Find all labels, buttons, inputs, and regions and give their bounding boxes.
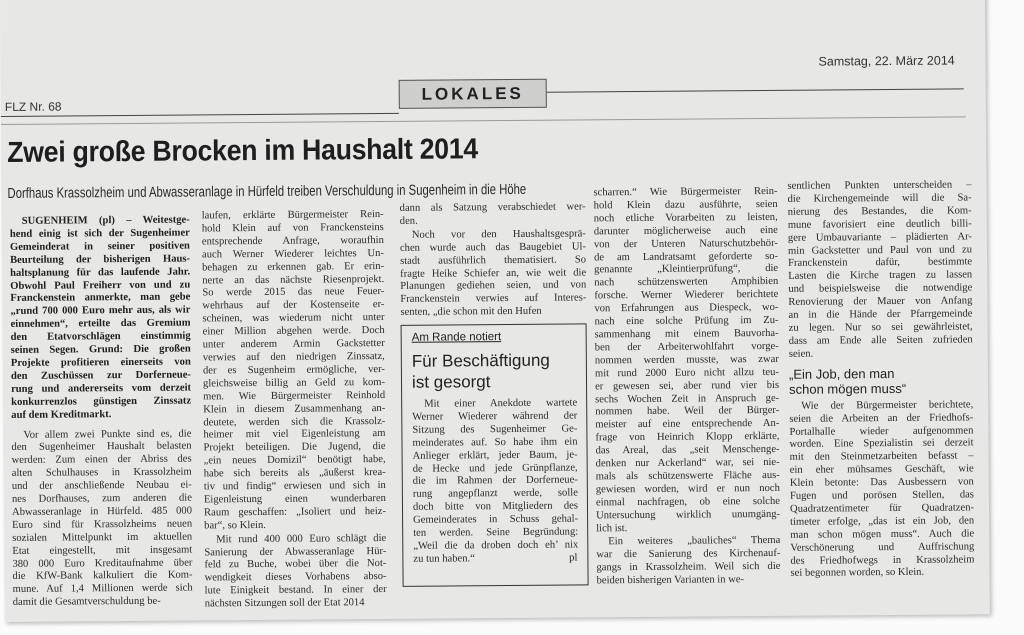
text-line: noch etliche Vorarbeiten zu leisten, bbox=[593, 211, 778, 225]
text-line: beiden bisherigen Varianten in we- bbox=[596, 574, 745, 587]
text-line: lute Einigkeit bestand. In einer der bbox=[204, 584, 387, 597]
text-line: nerte an das nächste Riesenprojekt. bbox=[202, 273, 385, 286]
text-line: frage von Heinrich Klopp erklärte, bbox=[595, 431, 780, 444]
text-line: verwies auf den niedrigen Zinssatz, bbox=[202, 350, 385, 364]
text-line: SUGENHEIM (pl) – Weitestge- bbox=[21, 214, 190, 227]
text-line: Abwasseranlage in Hürfeld. 485 000 bbox=[11, 505, 193, 518]
author-initials: pl bbox=[569, 552, 578, 564]
text-line: und beispielsweise die notwendige bbox=[788, 282, 973, 296]
text-line: nächsten Sitzungen soll der Etat 2014 bbox=[204, 597, 365, 610]
text-line: senten, „die schon mit den Hufen bbox=[400, 306, 542, 319]
text-line: den Zuschüssen zur Dorferneue- bbox=[10, 369, 191, 382]
paragraph bbox=[11, 428, 192, 610]
text-line: Gemeinderates in Schuss gehal- bbox=[413, 513, 579, 526]
text-line: Planungen gediehen seien, und von bbox=[400, 279, 587, 293]
text-line: den. bbox=[399, 215, 418, 227]
text-line: Raum geschaffen: „Isoliert und heiz- bbox=[203, 505, 387, 519]
text-line: von Erfahrungen aus Diespeck, wo- bbox=[594, 302, 779, 315]
text-line: de Hecke und jede Grünpflanze, bbox=[412, 462, 578, 475]
text-line: den Etatvorschlägen einstimmig bbox=[10, 330, 191, 344]
text-line: die KfW-Bank kalkuliert die Kom- bbox=[12, 569, 193, 583]
text-line: mune. Auf 1,4 Millionen werde sich bbox=[12, 582, 193, 596]
text-line: nommen habe. Weil der Bürger- bbox=[595, 405, 780, 418]
side-note-label: Am Rande notiert bbox=[411, 331, 502, 344]
text-line: sammenhang mit einem Bauvorha- bbox=[594, 327, 779, 341]
text-line: seinen Segen. Grund: Die großen bbox=[10, 343, 191, 356]
text-line: habe sich bereits als „äußerst krea- bbox=[203, 467, 386, 480]
subtitle: Dorfhaus Krassolzheim und Abwasseranlage in Hürfeld treiben Verschuldung in Sugenheim in die Höhe bbox=[7, 181, 527, 202]
text-line: war die Sanierung des Kirchenauf- bbox=[596, 548, 781, 561]
text-line: Vor allem zwei Punkte sind es, die bbox=[23, 428, 192, 441]
text-line: auf dem Kreditmarkt. bbox=[11, 408, 112, 421]
header-rule-right bbox=[546, 88, 964, 92]
text-line: Sanierung der Abwasseranlage Hür- bbox=[204, 545, 387, 558]
text-line: Klein in diesem Zusammenhang an- bbox=[203, 402, 386, 416]
text-line: doch bitte von Mitgliedern des bbox=[412, 500, 579, 514]
text-line: Renovierung der Mauer von Anfang bbox=[788, 295, 973, 308]
text-line: Franckenstein anmerkte, man gebe bbox=[10, 291, 191, 305]
paragraph bbox=[593, 186, 780, 536]
article-column-3 bbox=[400, 201, 587, 320]
text-line: „Weil die da droben doch eh’ nix bbox=[413, 539, 579, 552]
text-line: damit die Gesamtverschuldung be- bbox=[12, 596, 161, 609]
text-line: rung und andererseits vom derzeit bbox=[11, 382, 192, 395]
text-line: mals als schützenswerte Fläche aus- bbox=[595, 469, 780, 483]
text-line: gangs in Krassolzheim. Weil sich die bbox=[596, 561, 781, 574]
text-line: wendigkeit dieses Vorhabens abso- bbox=[204, 571, 387, 584]
paragraph bbox=[400, 201, 586, 228]
text-line: entsprechende Anfrage, woraufhin bbox=[201, 234, 384, 248]
text-line: dann als Satzung verabschiedet wer- bbox=[399, 201, 586, 214]
paragraph bbox=[400, 228, 587, 320]
paragraph bbox=[202, 209, 387, 533]
subheading bbox=[789, 365, 973, 396]
text-line: rung angepflanzt werde, solle bbox=[412, 487, 578, 501]
text-line: sozialen Mittelpunkt im aktuellen bbox=[12, 531, 193, 544]
text-line: laufen, erklärte Bürgermeister Rein- bbox=[201, 208, 384, 222]
text-line: konkurrenzlos günstigen Zinssatz bbox=[11, 395, 192, 408]
text-line: Fugen und porösen Stellen, das bbox=[789, 489, 974, 502]
text-line: lich ist. bbox=[596, 522, 628, 534]
text-line: hend einig ist sich der Sugenheimer bbox=[9, 227, 190, 240]
text-line: Ein weiteres „bauliches“ Thema bbox=[608, 535, 781, 548]
text-line: gewiesen worden, wird er nun noch bbox=[595, 482, 780, 496]
text-line: tiv und findig“ erwiesen und sich in bbox=[203, 480, 386, 493]
article-column-1 bbox=[10, 215, 193, 611]
text-line: meinderates auf. So habe ihm ein bbox=[412, 436, 578, 449]
text-line: nach schützenswerten Amphibien bbox=[594, 276, 779, 289]
text-line: timeter erfolge, „das ist ein Job, den bbox=[790, 515, 975, 528]
side-note-title-line: Für Beschäftigung bbox=[411, 350, 550, 371]
text-line: auch Werner Wiederer leichtes Un- bbox=[201, 247, 385, 261]
text-line: werden: Zum einen der Abriss des bbox=[11, 453, 192, 467]
text-line: scharren.“ Wie Bürgermeister Rein- bbox=[593, 185, 778, 199]
text-line: forsche. Werner Wiederer berichtete bbox=[594, 289, 779, 302]
text-line: nommen werden musste, was zwar bbox=[594, 353, 779, 367]
text-line: dass am Ende alle Seiten zufrieden bbox=[788, 334, 973, 347]
text-line: haltsplanung für das laufende Jahr. bbox=[10, 266, 191, 279]
text-line: seien die Arbeiten an der Friedhofs- bbox=[789, 411, 974, 425]
text-line: einmal nachfragen, ob eine solche bbox=[595, 495, 781, 509]
headline: Zwei große Brocken im Haushalt 2014 bbox=[7, 133, 479, 169]
text-line: chen wurde auch das Baugebiet Ul- bbox=[399, 241, 586, 254]
text-line: Mit rund 400 000 Euro schlägt die bbox=[216, 532, 387, 545]
text-line: schon mögen muss“ bbox=[789, 380, 907, 397]
text-line: seien. bbox=[788, 348, 814, 360]
text-line: fragte Heike Schiefer an, wie weit die bbox=[400, 266, 587, 280]
text-line: hold Klein auf von Franckensteins bbox=[201, 221, 384, 235]
text-line: zu legen. Nur so sei gewährleistet, bbox=[788, 321, 973, 334]
text-line: Mit einer Anekdote wartete bbox=[424, 397, 578, 410]
text-line: mit rund 2000 Euro nicht allzu teu- bbox=[594, 366, 779, 380]
text-line: „Ein Job, den man bbox=[788, 365, 895, 382]
header-rule-bottom bbox=[1, 116, 966, 125]
text-line: Lasten die Kirche tragen zu lassen bbox=[788, 269, 973, 283]
text-line: mit den Steinmetzarbeiten befasst – bbox=[789, 450, 974, 464]
text-line: Portalhalle wieder aufgenommen bbox=[789, 424, 974, 438]
text-line: sechs Wochen Zeit in Anspruch ge- bbox=[595, 392, 780, 405]
text-line: feld zu Buche, wobei über die Not- bbox=[204, 558, 387, 571]
text-line: Obwohl Paul Freiherr von und zu bbox=[10, 279, 191, 292]
text-line: Euro sind für Krassolzheims neuen bbox=[12, 518, 193, 531]
text-line: Franckenstein dafür, bestimmte bbox=[788, 256, 973, 270]
text-line: min Gackstetter und Paul von und zu bbox=[787, 243, 973, 257]
text-line: bar“, so Klein. bbox=[204, 519, 266, 532]
publication-date: Samstag, 22. März 2014 bbox=[818, 53, 955, 69]
text-line: nes Dorfhauses, zum anderen die bbox=[11, 492, 192, 505]
text-line: deutete, werden sich die Krassolz- bbox=[203, 415, 386, 428]
text-line: heimer mit viel Eigenleistung am bbox=[203, 428, 386, 441]
text-line: Eigenleistung einen wunderbaren bbox=[203, 492, 386, 506]
section-label: LOKALES bbox=[399, 79, 547, 109]
text-line: darunter möglicherweise auch eine bbox=[593, 224, 778, 238]
text-line: Gemeinderat in seiner positiven bbox=[9, 240, 190, 253]
text-line: ten werden. Seine Begründung: bbox=[413, 526, 579, 539]
text-line: zu tun haben.“ bbox=[413, 553, 475, 565]
text-line: men. Wie Bürgermeister Reinhold bbox=[203, 389, 386, 403]
text-line: Quadratzentimeter für Quadratzen- bbox=[789, 502, 975, 515]
text-line: Sitzung des Sugenheimer Ge- bbox=[412, 423, 578, 436]
text-line: die im Rahmen der Dorferneue- bbox=[412, 474, 578, 488]
text-line: So werde 2015 das neue Feuer- bbox=[202, 286, 385, 299]
text-line: „ein neues Domizil“ benötigt habe, bbox=[203, 454, 386, 467]
text-line: meister auf eine entsprechende An- bbox=[595, 418, 780, 431]
text-line: denken nur Ackerland“ war, sei nie- bbox=[595, 456, 780, 470]
paragraph bbox=[787, 179, 972, 361]
lead-paragraph bbox=[10, 215, 192, 423]
text-line: der es Sugenheim ermögliche, ver- bbox=[202, 363, 385, 377]
text-line: nach eine solche Prüfung im Zu- bbox=[594, 314, 779, 328]
text-line: mune favorisiert eine deutlich billi- bbox=[787, 218, 972, 231]
text-line: Projekt beteiligen. Die Jugend, die bbox=[203, 441, 386, 454]
text-line: Anlieger erklärt, jeder Baum, je- bbox=[412, 449, 578, 462]
side-note-box bbox=[401, 323, 589, 586]
text-line: Klein betonte: Das Ausbessern von bbox=[789, 476, 974, 489]
text-line: des Friedhofwegs in Krassolzheim bbox=[790, 553, 975, 567]
text-line: an in die Hände der Pfarrgemeinde bbox=[788, 308, 973, 321]
text-line: Etat eingestellt, mit insgesamt bbox=[12, 544, 193, 557]
side-note-body bbox=[412, 397, 578, 566]
text-line: er gewesen sei, aber rund vier bis bbox=[595, 379, 780, 392]
text-line: Wie der Bürgermeister berichtete, bbox=[801, 399, 974, 412]
text-line: nierung des Bestandes, die Kom- bbox=[787, 205, 972, 218]
text-line: Projekte profitieren einerseits von bbox=[10, 356, 191, 369]
text-line: Untersuchung wirklich unumgäng- bbox=[596, 508, 781, 521]
paragraph bbox=[204, 533, 387, 612]
text-line: von der Unteren Naturschutzbehör- bbox=[593, 237, 778, 250]
text-line: sentlichen Punkten unterscheiden – bbox=[787, 179, 972, 192]
text-line: gleichsweise billig an Geld zu kom- bbox=[202, 376, 386, 390]
text-line: genannte „Kleintierprüfung“, die bbox=[594, 263, 779, 276]
side-note-title-line: ist gesorgt bbox=[411, 372, 491, 392]
article-column-4 bbox=[593, 186, 780, 589]
article-column-5 bbox=[787, 179, 974, 581]
text-line: Noch vor den Haushaltsgesprä- bbox=[411, 228, 586, 241]
text-line: wehrhaus auf der Kostenseite er- bbox=[202, 299, 385, 312]
text-line: Werner Wiederer während der bbox=[412, 410, 578, 423]
text-line: sei begonnen worden, so Klein. bbox=[790, 567, 925, 580]
text-line: die Kirchengemeinde will die Sa- bbox=[787, 192, 972, 205]
text-line: behagen zu erkennen gab. Er erin- bbox=[202, 260, 385, 274]
text-line: alten Schulhauses in Krassolzheim bbox=[11, 466, 192, 480]
text-line: ben der Arbeiterwohlfahrt vorge- bbox=[594, 340, 779, 354]
text-line: den Sugenheimer Haushalt belasten bbox=[11, 440, 192, 454]
text-line: stadt ausführlich thematisiert. So bbox=[400, 254, 587, 267]
text-line: gere Umbauvariante – plädierten Ar- bbox=[787, 230, 972, 244]
text-line: de am Landratsamt geforderte so- bbox=[593, 250, 779, 263]
text-line: unter anderem Armin Gackstetter bbox=[202, 338, 385, 351]
text-line: einnehmen“, erteilte das Gremium bbox=[10, 317, 191, 331]
article-column-2 bbox=[202, 209, 387, 612]
text-line: Franckenstein verwies auf Interes- bbox=[400, 292, 587, 306]
text-line: das Areal, das „seit Menschenge- bbox=[595, 444, 780, 457]
text-line: und der anschließende Neubau ei- bbox=[11, 479, 192, 493]
paper-issue: FLZ Nr. 68 bbox=[4, 99, 62, 114]
text-line: Beurteilung der bisherigen Haus- bbox=[10, 253, 191, 266]
text-line: man schon mögen muss“. Auch die bbox=[790, 528, 975, 541]
text-line: „rund 700 000 Euro mehr aus, als wir bbox=[10, 304, 191, 318]
text-line: ein eher mühsames Geschäft, wie bbox=[789, 463, 974, 477]
text-line: einer Million abgehen werde. Doch bbox=[202, 325, 385, 338]
text-line: worden. Eine Spezialistin sei derzeit bbox=[789, 437, 974, 451]
paragraph bbox=[596, 535, 780, 588]
text-line: scheinen, was wiederum nicht unter bbox=[202, 312, 385, 325]
text-line: 380 000 Euro Kreditaufnahme über bbox=[12, 557, 193, 570]
text-line: Verschönerung und Auffrischung bbox=[790, 541, 975, 554]
paragraph bbox=[789, 399, 974, 581]
text-line: hold Klein dazu ausführte, seien bbox=[593, 198, 778, 212]
side-note-title bbox=[412, 350, 550, 393]
